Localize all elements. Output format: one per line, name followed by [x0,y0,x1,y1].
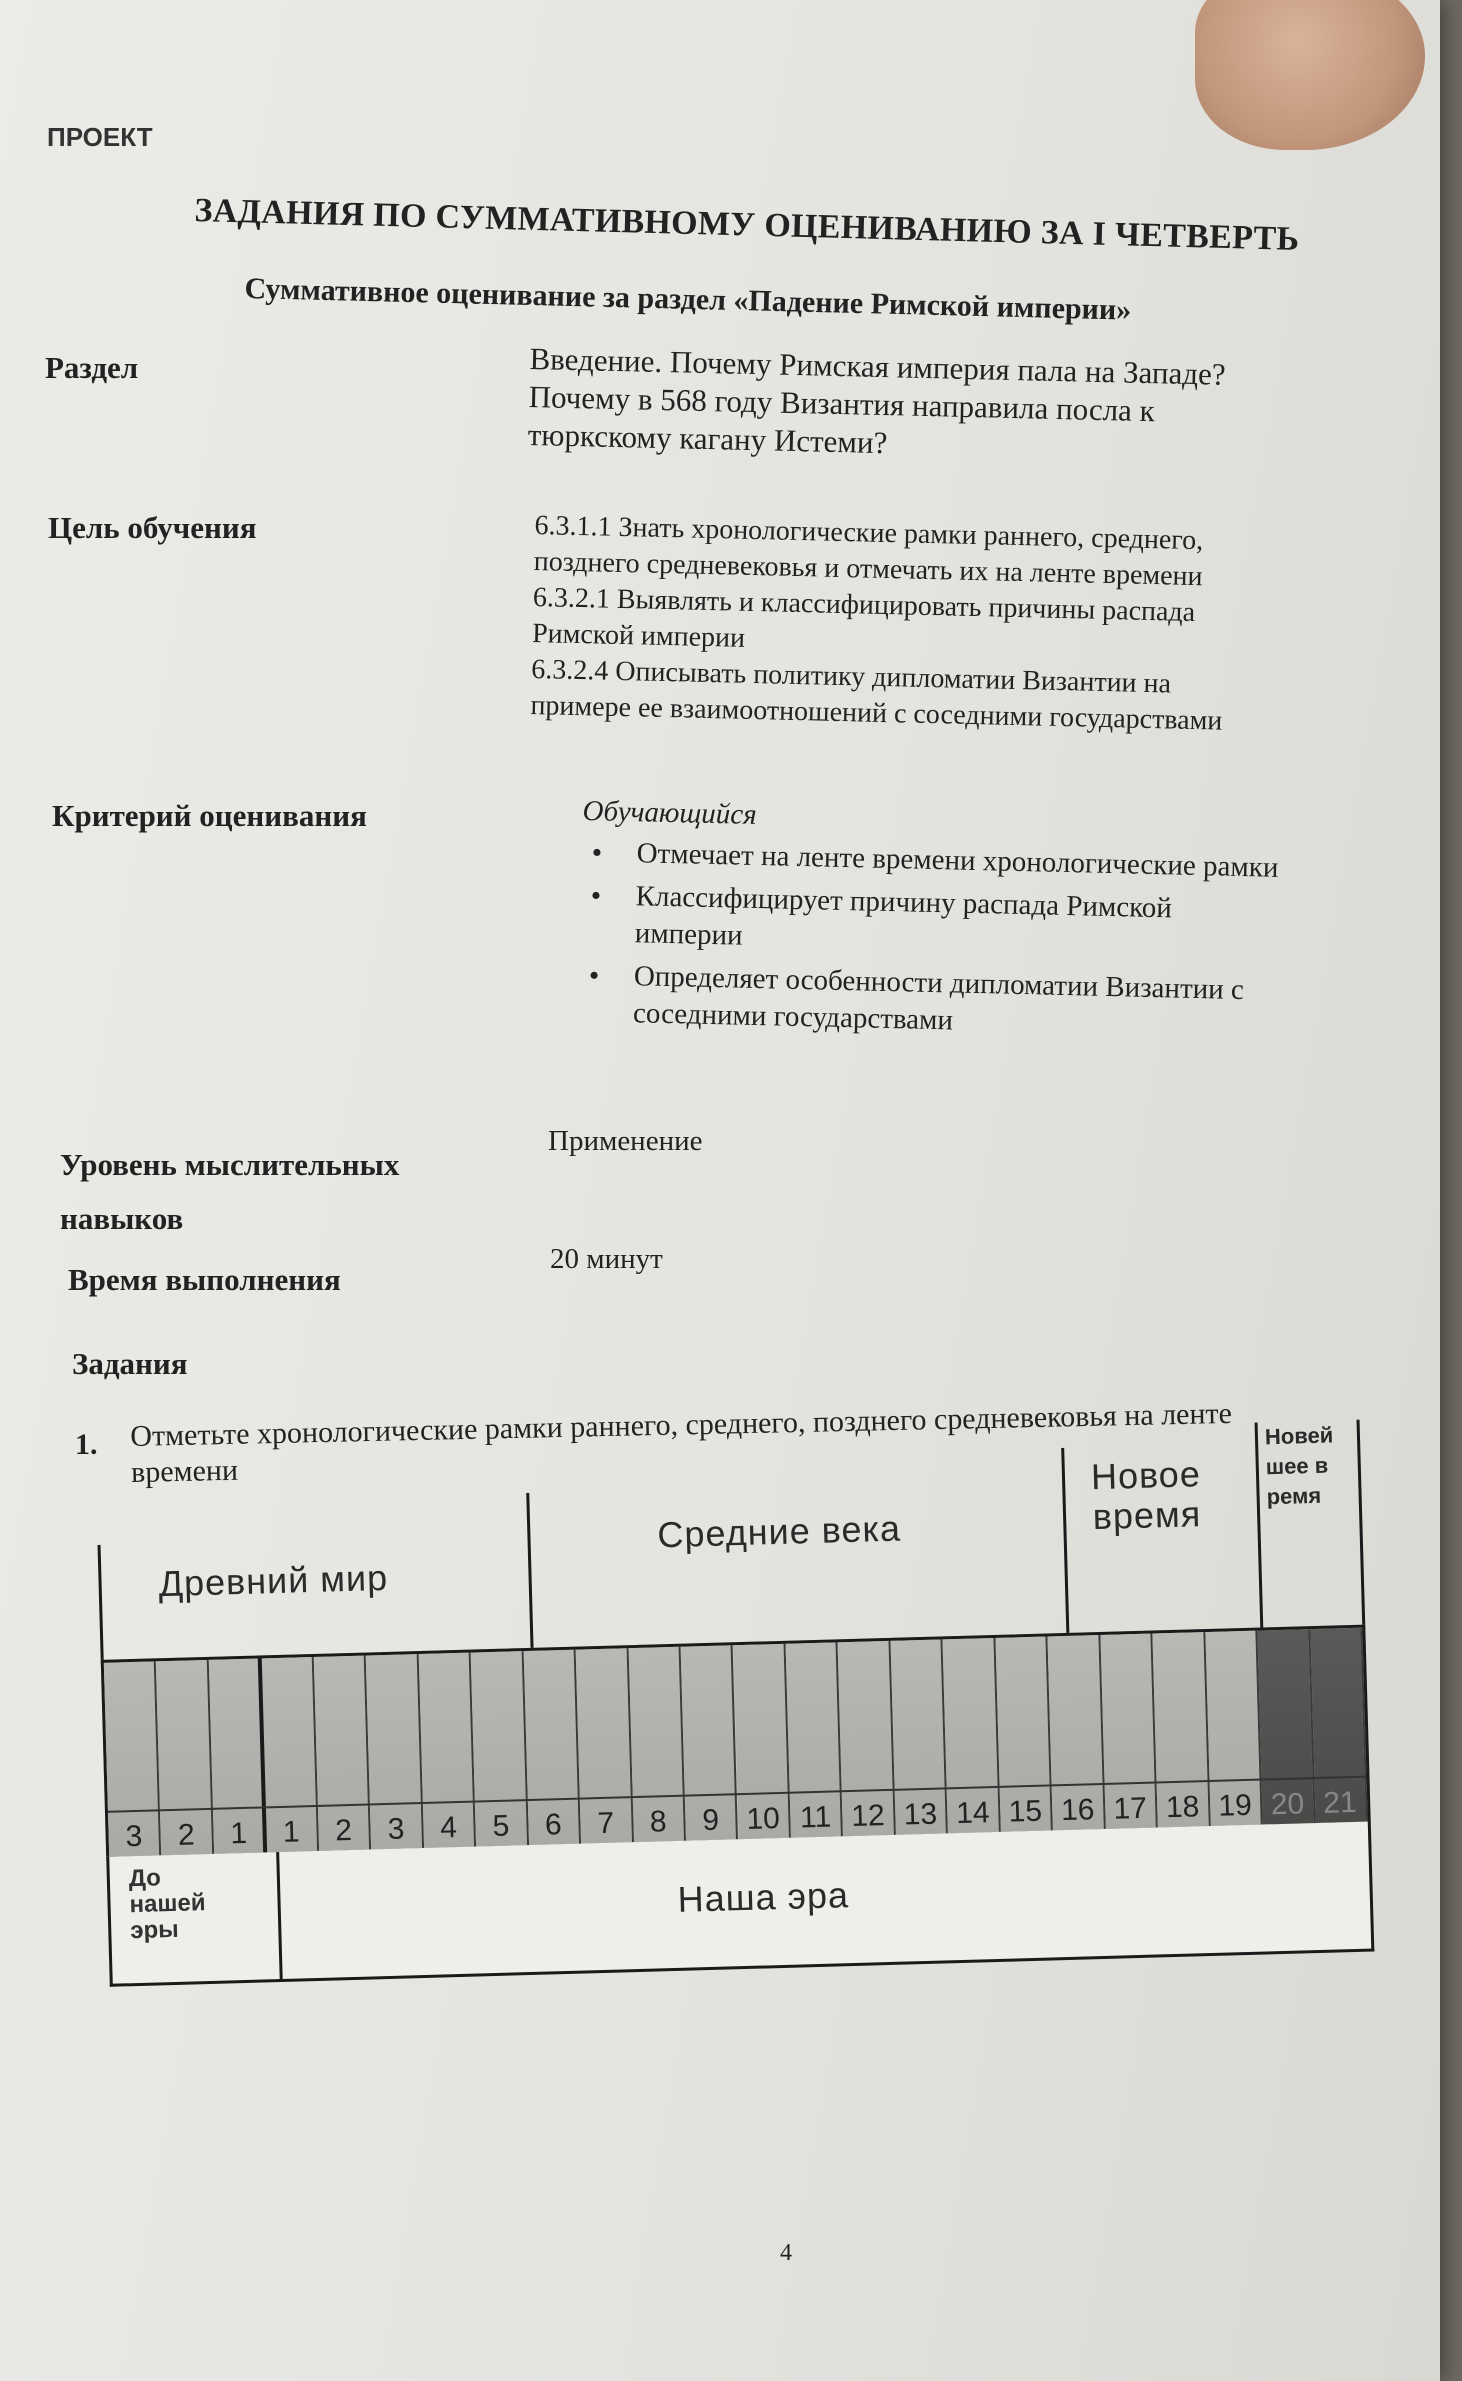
bc-label [128,1864,206,1944]
level-label-line: навыков [60,1201,184,1236]
level-label [60,1138,399,1246]
era-divider [526,1493,533,1653]
era-new [1090,1454,1202,1537]
century-cell [890,1639,948,1834]
goal-label: Цель обучения [48,510,257,545]
century-cell [209,1658,267,1853]
section-value [527,340,1226,470]
century-number: 8 [649,1805,668,1839]
criteria-item: • Отмечает на ленте времени хронологические рамки [581,834,1287,887]
page-title: ЗАДАНИЯ ПО СУММАТИВНОМУ ОЦЕНИВАНИЮ ЗА I ЧЕТВЕРТЬ [194,192,1300,258]
section-line: тюркскому кагану Истеми? [527,416,888,461]
time-label: Время выполнения [68,1262,341,1297]
century-number: 16 [1060,1793,1095,1828]
goal-value [530,508,1227,740]
century-cell [418,1653,476,1848]
century-number: 14 [955,1796,991,1831]
century-cell [104,1661,162,1856]
era-newest [1265,1420,1336,1512]
century-cell [838,1641,896,1836]
criteria-item: • Определяет особенности дипломатии Византии с соседними государствами [578,957,1284,1047]
century-cell [733,1644,791,1839]
century-number: 2 [177,1818,196,1852]
century-cell [943,1638,1001,1833]
century-cell [995,1636,1053,1831]
ad-label: Наша эра [677,1874,850,1920]
century-cell [1310,1628,1368,1823]
century-cell [471,1651,529,1846]
page-subtitle: Суммативное оценивание за раздел «Падение Римской империи» [244,272,1132,327]
tasks-heading: Задания [72,1346,188,1381]
century-cell [1100,1634,1158,1829]
century-cell [1257,1629,1315,1824]
goal-line: 6.3.2.1 Выявлять и классифицировать причины распада [532,581,1196,628]
bc-label-line: эры [129,1915,180,1945]
century-number: 9 [701,1803,720,1838]
century-number: 13 [903,1797,938,1832]
level-value: Применение [548,1125,703,1157]
criteria-item: • Классифицирует причину распада Римской империи [579,877,1285,967]
century-number: 19 [1217,1788,1253,1823]
century-cell [576,1648,634,1843]
century-cell [156,1660,214,1855]
century-number: 10 [746,1802,781,1836]
task1-line: времени [130,1453,239,1489]
criteria-list [578,834,1287,1047]
century-number: 21 [1322,1785,1358,1820]
era-newest-line: ремя [1266,1482,1322,1510]
era-newest-line: Новей [1264,1422,1334,1450]
century-number: 7 [597,1806,615,1841]
section-label: Раздел [45,350,139,385]
century-number: 17 [1113,1791,1148,1826]
goal-line: Римской империи [531,617,746,654]
era-divider [1061,1448,1069,1638]
project-label: ПРОЕКТ [47,122,153,152]
century-number: 12 [850,1799,886,1834]
page-number: 4 [780,2240,792,2266]
century-cell [261,1657,319,1852]
century-number: 3 [387,1812,405,1846]
century-cell [628,1647,686,1842]
century-cell [366,1654,424,1849]
era-middle: Средние века [656,1507,902,1556]
task1-number: 1. [75,1428,98,1461]
century-number: 4 [439,1811,458,1845]
goal-line: 6.3.1.1 Знать хронологические рамки раннего, среднего, [534,509,1204,557]
century-number: 5 [492,1809,510,1844]
timeline-figure [95,1420,1378,2015]
era-divider [98,1545,104,1665]
bc-label-line: До [128,1864,162,1893]
goal-line: позднего средневековья и отмечать их на ленте времени [533,545,1203,593]
section-line: Почему в 568 году Византия направила посла к [528,378,1156,429]
era-new-line: Новое [1090,1453,1202,1498]
bc-label-line: нашей [129,1889,206,1919]
century-cell [1048,1635,1106,1830]
era-divider [1357,1420,1366,1630]
era-ancient: Древний мир [158,1556,389,1605]
century-number: 1 [229,1816,248,1851]
century-strip [101,1625,1371,1860]
century-cell [1153,1632,1211,1827]
century-number: 18 [1165,1790,1200,1825]
century-number: 3 [125,1819,143,1854]
century-number: 2 [334,1813,353,1848]
century-number: 6 [544,1808,563,1842]
century-cell [1205,1631,1263,1826]
section-line: Введение. Почему Римская империя пала на Западе? [529,340,1227,392]
era-divider [1255,1423,1264,1633]
goal-line: 6.3.2.4 Описывать политику дипломатии Византии на [530,653,1172,700]
goal-line: примере ее взаимоотношений с соседними государствами [530,689,1223,737]
criteria-intro: Обучающийся [582,795,758,831]
century-cell [681,1645,739,1840]
task1-line: Отметьте хронологические рамки раннего, среднего, позднего средневековья на ленте [130,1396,1233,1453]
era-newest-line: шее в [1265,1452,1329,1480]
time-value: 20 минут [550,1243,663,1275]
century-cell [785,1642,843,1837]
era-new-line: время [1092,1493,1202,1538]
century-number: 15 [1008,1794,1043,1829]
century-number: 11 [799,1800,832,1835]
century-number: 1 [282,1815,301,1849]
criteria-value [578,795,1288,1053]
century-cell [523,1650,581,1845]
criteria-label: Критерий оценивания [52,798,367,833]
century-number: 20 [1270,1787,1305,1822]
level-label-line: Уровень мыслительных [60,1147,400,1182]
century-cell [314,1656,372,1851]
